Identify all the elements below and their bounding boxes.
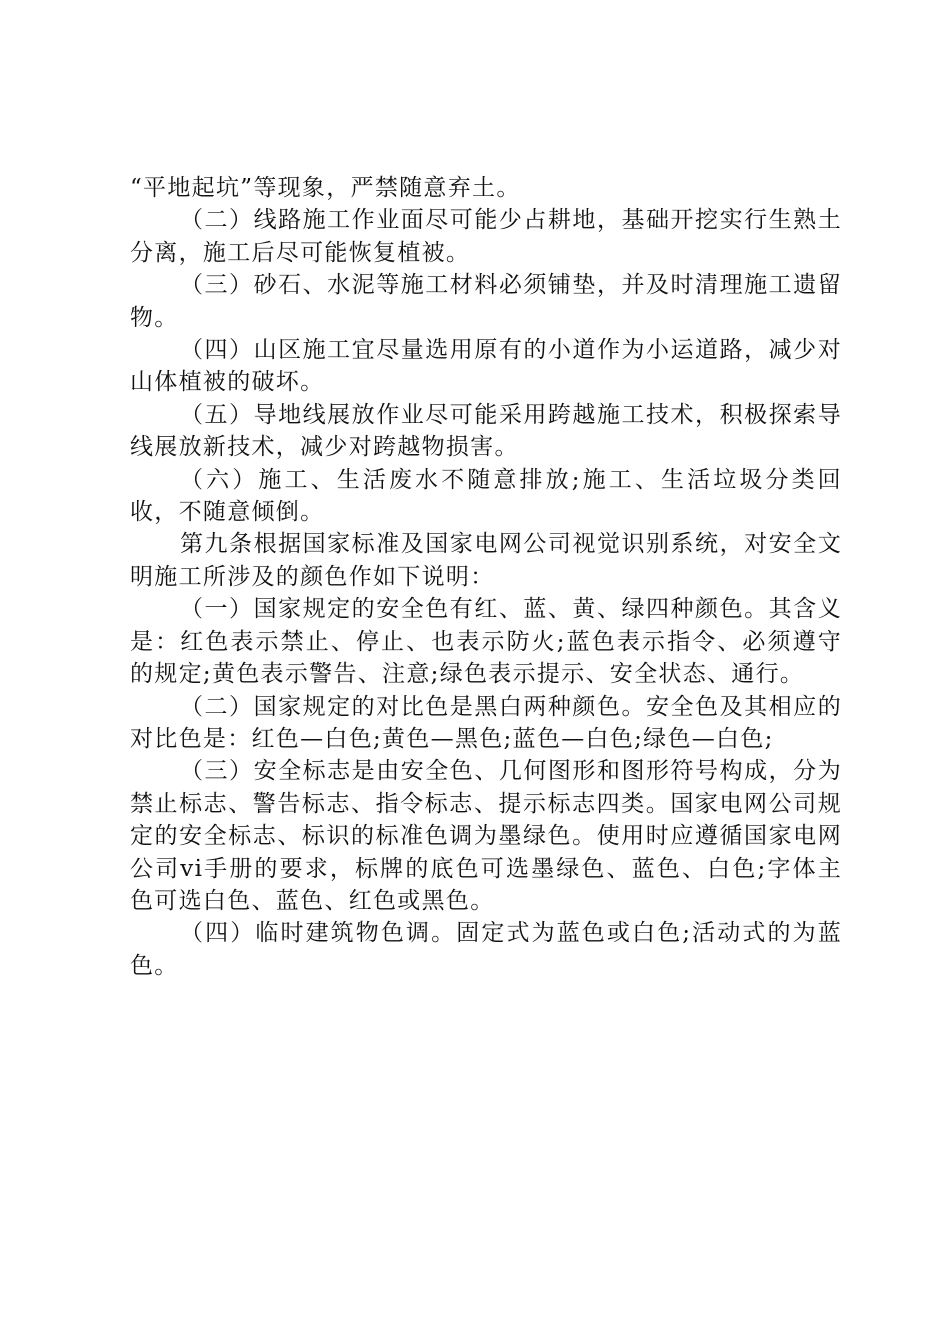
paragraph-color-item-1: （一）国家规定的安全色有红、蓝、黄、绿四种颜色。其含义是：红色表示禁止、停止、也表示防火;蓝色表示指令、必须遵守的规定;黄色表示警告、注意;绿色表示提示、安全状态、通行。 bbox=[130, 596, 842, 688]
paragraph-color-item-3: （三）安全标志是由安全色、几何图形和图形符号构成，分为禁止标志、警告标志、指令标志、提示标志四类。国家电网公司规定的安全标志、标识的标准色调为墨绿色。使用时应遵循国家电网公司vi手册的要求，标牌的底色可选墨绿色、蓝色、白色;字体主色可选白色、蓝色、红色或黑色。 bbox=[130, 758, 842, 914]
paragraph-item-2: （二）线路施工作业面尽可能少占耕地，基础开挖实行生熟土分离，施工后尽可能恢复植被。 bbox=[130, 207, 842, 266]
paragraph-color-item-4: （四）临时建筑物色调。固定式为蓝色或白色;活动式的为蓝色。 bbox=[130, 920, 842, 979]
paragraph-item-3: （三）砂石、水泥等施工材料必须铺垫，并及时清理施工遗留物。 bbox=[130, 272, 842, 331]
paragraph-article-9: 第九条根据国家标准及国家电网公司视觉识别系统，对安全文明施工所涉及的颜色作如下说明： bbox=[130, 531, 842, 590]
paragraph-item-6: （六）施工、生活废水不随意排放;施工、生活垃圾分类回收，不随意倾倒。 bbox=[130, 466, 842, 526]
paragraph-color-item-2: （二）国家规定的对比色是黑白两种颜色。安全色及其相应的对比色是：红色—白色;黄色—黑色;蓝色—白色;绿色—白色; bbox=[130, 693, 842, 752]
paragraph-item-4: （四）山区施工宜尽量选用原有的小道作为小运道路，减少对山体植被的破坏。 bbox=[130, 337, 842, 396]
document-body bbox=[130, 172, 842, 982]
paragraph-continuation: “平地起坑”等现象，严禁随意弃土。 bbox=[130, 175, 521, 201]
paragraph-item-5: （五）导地线展放作业尽可能采用跨越施工技术，积极探索导线展放新技术，减少对跨越物损害。 bbox=[130, 401, 842, 461]
